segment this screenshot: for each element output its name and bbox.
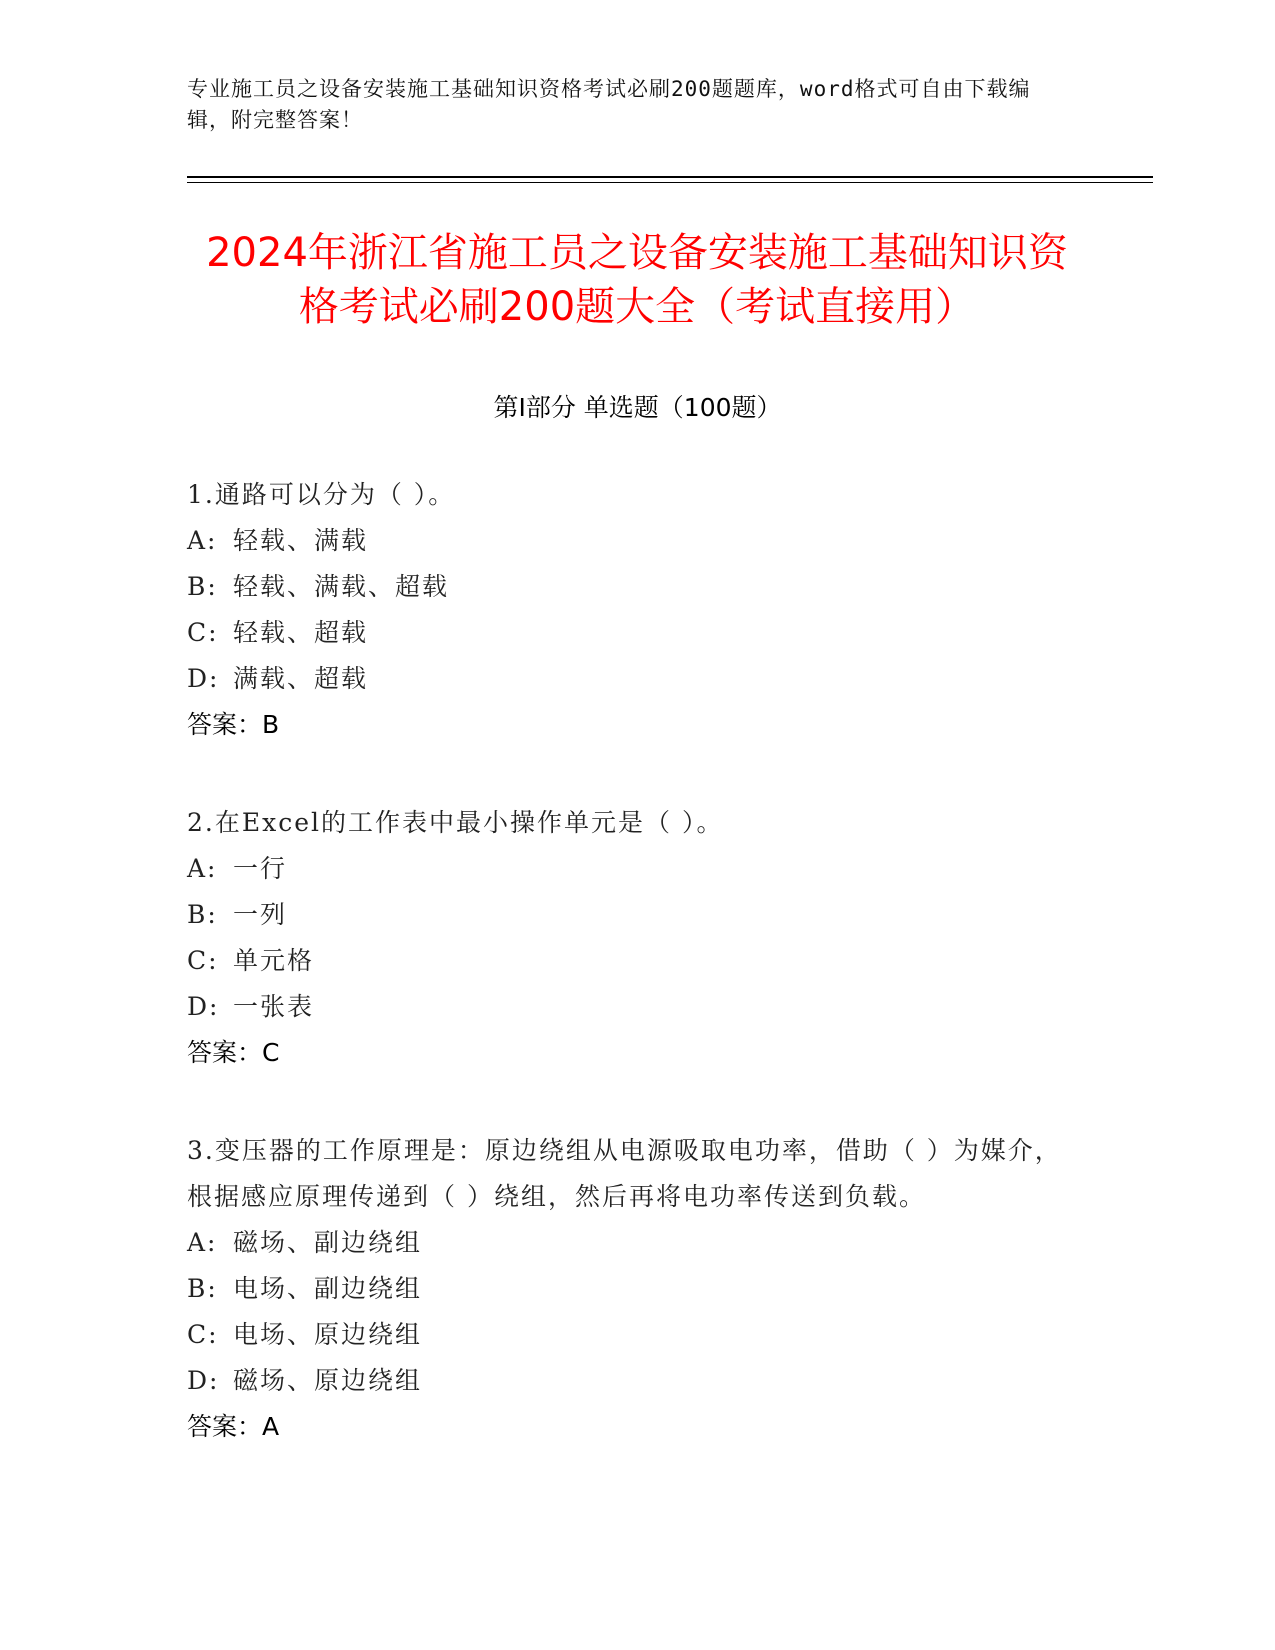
option-text: 磁场、副边绕组 <box>233 1228 423 1257</box>
option-d <box>187 1358 1087 1404</box>
option-letter: C: <box>187 946 219 975</box>
option-letter: A: <box>187 526 218 555</box>
option-letter: C: <box>187 618 219 647</box>
option-letter: D: <box>187 992 220 1021</box>
option-text: 单元格 <box>233 946 315 975</box>
option-d <box>187 656 1087 702</box>
document-title: 2024年浙江省施工员之设备安装施工基础知识资格考试必刷200题大全（考试直接用） <box>206 230 1068 330</box>
header-rule-thick <box>187 176 1153 178</box>
option-text: 一列 <box>233 900 288 929</box>
option-b <box>187 564 1087 610</box>
question-stem: 3.变压器的工作原理是：原边绕组从电源吸取电功率，借助（ ）为媒介，根据感应原理传递到（ ）绕组，然后再将电功率传送到负载。 <box>187 1136 1062 1211</box>
question-stem: 1.通路可以分为（ ）。 <box>187 480 456 509</box>
question-list <box>187 472 1087 1502</box>
option-text: 磁场、原边绕组 <box>233 1366 423 1395</box>
option-letter: C: <box>187 1320 219 1349</box>
answer: 答案：C <box>187 1038 280 1067</box>
option-d <box>187 984 1087 1030</box>
option-c <box>187 610 1087 656</box>
option-c <box>187 938 1087 984</box>
question-3 <box>187 1128 1087 1450</box>
answer: 答案：B <box>187 710 280 739</box>
option-b <box>187 1266 1087 1312</box>
option-text: 满载、超载 <box>233 664 369 693</box>
option-letter: D: <box>187 1366 220 1395</box>
option-text: 轻载、满载、超载 <box>233 572 450 601</box>
option-a <box>187 518 1087 564</box>
header-rule-thin <box>187 182 1153 183</box>
option-letter: B: <box>187 1274 218 1303</box>
question-stem: 2.在Excel的工作表中最小操作单元是（ ）。 <box>187 808 724 837</box>
option-letter: B: <box>187 572 218 601</box>
option-letter: D: <box>187 664 220 693</box>
question-2 <box>187 800 1087 1076</box>
option-a <box>187 846 1087 892</box>
option-b <box>187 892 1087 938</box>
option-text: 轻载、满载 <box>233 526 369 555</box>
section-title: 第Ⅰ部分 单选题（100题） <box>493 393 782 422</box>
option-text: 电场、副边绕组 <box>233 1274 423 1303</box>
option-letter: A: <box>187 1228 218 1257</box>
option-text: 一张表 <box>233 992 315 1021</box>
answer: 答案：A <box>187 1412 280 1441</box>
question-1 <box>187 472 1087 748</box>
option-text: 轻载、超载 <box>233 618 369 647</box>
option-a <box>187 1220 1087 1266</box>
option-text: 一行 <box>233 854 288 883</box>
header-note: 专业施工员之设备安装施工基础知识资格考试必刷200题题库，word格式可自由下载编辑，附完整答案！ <box>187 77 1031 132</box>
option-c <box>187 1312 1087 1358</box>
option-letter: A: <box>187 854 218 883</box>
option-letter: B: <box>187 900 218 929</box>
option-text: 电场、原边绕组 <box>233 1320 423 1349</box>
